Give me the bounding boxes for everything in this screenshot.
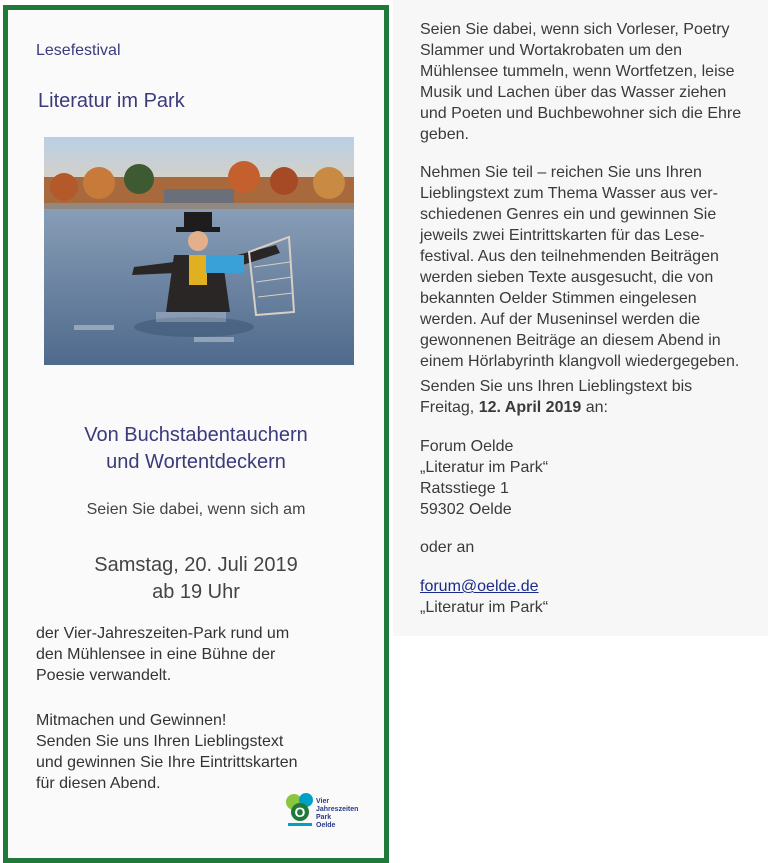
text-line: und Poeten und Buchbewohner sich die Ehre — [420, 105, 742, 122]
text-line: Mühlensee tummeln, wenn Wortfetzen, leise — [420, 63, 735, 80]
submission-deadline — [420, 376, 765, 418]
info-panel — [393, 0, 768, 636]
email-subject: „Literatur im Park“ — [420, 599, 549, 616]
text-line: und gewinnen Sie Ihre Eintrittskarten — [36, 754, 298, 771]
headline — [8, 422, 384, 476]
text-line: bekannten Oelder Stimmen eingelesen — [420, 290, 697, 307]
text-line: Senden Sie uns Ihren Lieblingstext — [36, 733, 284, 750]
text-line: festival. Aus den teilnehmenden Beiträgen — [420, 248, 719, 265]
event-date — [8, 552, 384, 606]
text-line: Lieblingstext zum Thema Wasser aus ver- — [420, 185, 718, 202]
info-paragraph-2 — [420, 162, 765, 372]
text-line: geben. — [420, 126, 469, 143]
text-line: jeweils zwei Eintrittskarten für das Lese- — [420, 227, 705, 244]
text-line: Slammer und Wortakrobaten um den — [420, 42, 683, 59]
text-line: gewonnenen Beiträge an diesem Abend in — [420, 332, 721, 349]
text-segment: an: — [581, 399, 608, 416]
text-line: einem Hörlabyrinth klangvoll wiedergegeben. — [420, 353, 740, 370]
text-line: für diesen Abend. — [36, 775, 161, 792]
postal-address — [420, 436, 765, 520]
text-line: Musik und Lachen über das Wasser ziehen — [420, 84, 727, 101]
lake-photo-illustration — [44, 137, 354, 365]
text-line: werden. Auf der Museninsel werden die — [420, 311, 701, 328]
logo-text-line: Oelde — [316, 822, 336, 829]
address-line: „Literatur im Park“ — [420, 459, 549, 476]
text-segment: Freitag, — [420, 399, 479, 416]
flyer-title: Literatur im Park — [38, 90, 185, 112]
kicker: Lesefestival — [36, 42, 121, 59]
text-line: Seien Sie dabei, wenn sich Vorleser, Poetry — [420, 21, 730, 38]
park-logo-icon — [284, 790, 316, 830]
text-line: den Mühlensee in eine Bühne der — [36, 646, 276, 663]
address-line: 59302 Oelde — [420, 501, 512, 518]
email-block — [420, 576, 765, 618]
info-paragraph-1 — [420, 19, 765, 145]
flyer-panel — [3, 5, 389, 863]
text-line: Nehmen Sie teil – reichen Sie uns Ihren — [420, 164, 702, 181]
intro-text: Seien Sie dabei, wenn sich am — [86, 501, 306, 518]
logo-text-line: Vier — [316, 798, 330, 805]
text-line: der Vier-Jahreszeiten-Park rund um — [36, 625, 290, 642]
lake-photo — [44, 137, 354, 365]
event-date-line: Samstag, 20. Juli 2019 — [94, 554, 298, 576]
text-line: Senden Sie uns Ihren Lieblingstext bis — [420, 378, 693, 395]
address-line: Forum Oelde — [420, 438, 514, 455]
text-line: schiedenen Genres ein und gewinnen Sie — [420, 206, 717, 223]
park-logo-text — [316, 798, 358, 830]
svg-text:O: O — [294, 804, 306, 820]
address-line: Ratsstiege 1 — [420, 480, 509, 497]
text-line: Poesie verwandelt. — [36, 667, 172, 684]
text-line: Mitmachen und Gewinnen! — [36, 712, 227, 729]
park-logo — [284, 790, 374, 844]
logo-text-line: Jahreszeiten — [316, 806, 359, 813]
flyer-paragraph-1 — [36, 623, 366, 686]
headline-line-2: und Wortentdeckern — [106, 451, 286, 473]
logo-text-line: Park — [316, 814, 332, 821]
text-line — [420, 397, 765, 418]
text-line: werden sieben Texte ausgesucht, die von — [420, 269, 714, 286]
event-time-line: ab 19 Uhr — [152, 581, 240, 603]
email-link[interactable]: forum@oelde.de — [420, 578, 539, 595]
or-text: oder an — [420, 539, 475, 556]
deadline-date: 12. April 2019 — [478, 399, 582, 416]
headline-line-1: Von Buchstabentauchern — [84, 424, 308, 446]
flyer-paragraph-2 — [36, 710, 366, 794]
